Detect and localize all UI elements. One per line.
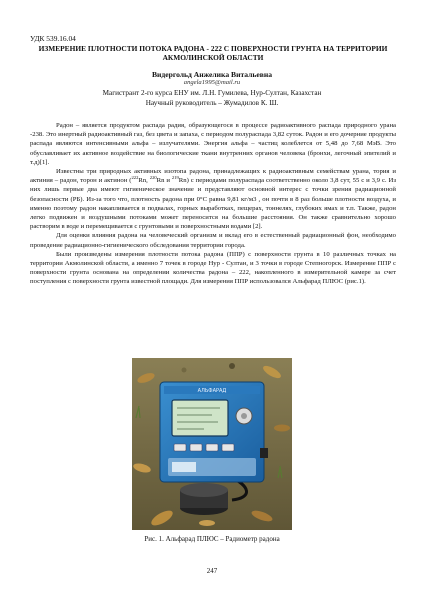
- supervisor-line: Научный руководитель – Жумадилов К. Ш.: [145, 99, 279, 107]
- isotope-mass-219: 219: [171, 174, 179, 180]
- paragraph-1: Радон – является продуктом распада радия, образующегося в процессе радиоактивного распада природного урана -238. Это инертный радиоактивный газ, без цвета и запаха, с периодом полураспада 3,82 суток. Радон и его дочерние продукты распада являются интенсивными альфа – излучателями. Энергия альфа – частиц колеблется от 5,48 до 7,68 МэВ. Это обуславливает их активное воздействие на биологические ткани внутренних органов человека (бронхи, легочный эпителий и т.д)[1].: [30, 122, 396, 166]
- author-email[interactable]: angela1995@mail.ru: [183, 79, 241, 86]
- isotope-mass-220: 220: [149, 174, 157, 180]
- paragraph-2-part-a: Известны три природных активных изотопа радона, принадлежащих к радиоактивным семействам урана, тория и актиния – радон, торон и актинон (: [30, 168, 396, 185]
- paragraph-3: Для оценки влияния радона на человеческий организм и вклад его в естественный радиационный фон, необходимо проведение радиационно-гигиенического обследования территории города.: [30, 232, 396, 249]
- paragraph-2-part-d: Rn) с периодами полураспада соответственно около 3,8 сут, 55 с и 3,9 с. Из них лишь первые два имеют гигиеническое значение и представляют основной интерес с точки зрения радиационной безопасности (РБ). Из-за того что, плотность радона при 0°C равна 9,81 кг/м3 , он почти в 8 раз больше плотности воздуха, и именно поэтому радон накапливается в подвалах, горных выработках, пещерах, тоннелях, глубоких ямах и т.п. Также, радон легко подвижен и воздушными потоками может переносится на большие расстояния. Он также сравнительно хорошо растворим в воде и перемещивается с грунтовыми и поверхностными водами [2].: [30, 177, 396, 231]
- isotope-mass-222: 222: [131, 174, 139, 180]
- paper-body: [30, 121, 396, 287]
- figure-caption: Рис. 1. Альфарад ПЛЮС – Радиометр радона: [144, 535, 280, 543]
- author-affiliation: [0, 88, 424, 108]
- paragraph-2: [30, 167, 396, 231]
- device-photo-illustration: [132, 358, 292, 530]
- paragraph-2-part-b: Rn,: [138, 177, 150, 185]
- affiliation-line: Магистрант 2-го курса ЕНУ им. Л.Н. Гумилева, Нур-Султан, Казахстан: [102, 89, 322, 97]
- figure-device-photo: [132, 358, 292, 530]
- author-name: Видергольд Анжелика Витальевна: [151, 70, 273, 79]
- paragraph-2-part-c: Rn и: [156, 177, 172, 185]
- device-brand-label: АЛЬФАРАД: [197, 388, 227, 394]
- paper-title: ИЗМЕРЕНИЕ ПЛОТНОСТИ ПОТОКА РАДОНА - 222 С ПОВЕРХНОСТИ ГРУНТА НА ТЕРРИТОРИИ АКМОЛИНСКОЙ ОБЛАСТИ: [38, 44, 388, 62]
- page-number: 247: [206, 567, 218, 575]
- paragraph-4: Были произведены измерения плотности потока радона (ППР) с поверхности грунта в 10 различных точках на территории Акмолинской области, а именно 7 точек в городе Нур - Султан, и 3 точки в городе Степногорск. Измерение ППР с поверхности грунта основана на определении количества радона – 222, накопленного в измерительной камере за счет поступления с поверхности грунта известной площади. Для измерения ППР использовался Альфарад ПЛЮС (рис.1).: [30, 250, 396, 286]
- udk-code: УДК 539.16.04: [30, 34, 76, 43]
